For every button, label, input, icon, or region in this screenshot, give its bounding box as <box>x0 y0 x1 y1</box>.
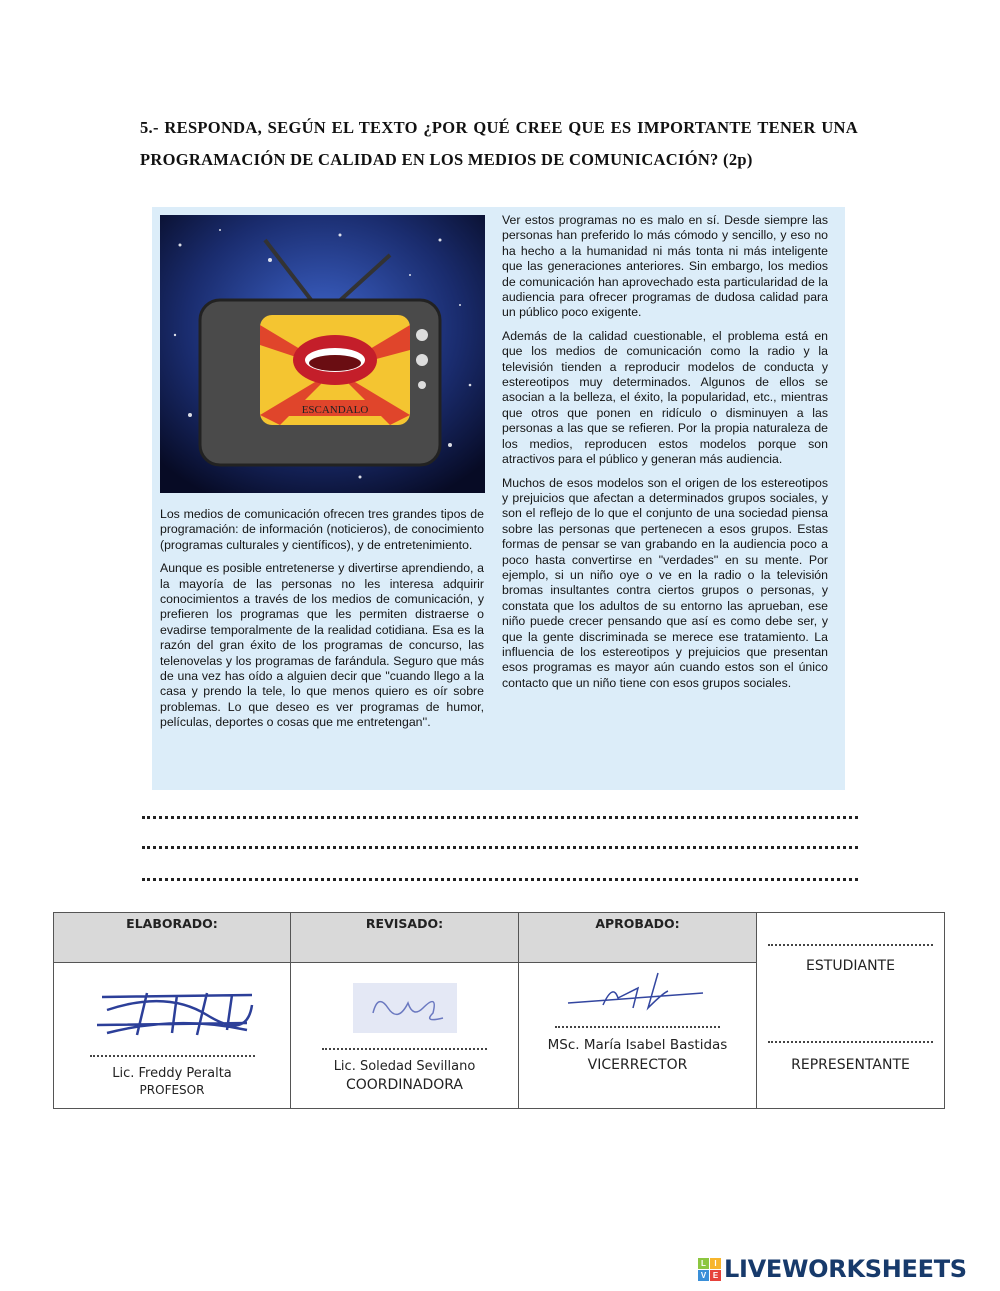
representative-label: REPRESENTANTE <box>791 1057 910 1073</box>
logo-letter: L <box>698 1258 709 1269</box>
representative-signature-line <box>768 1041 933 1043</box>
header-elaborado: ELABORADO: <box>54 913 291 963</box>
paragraph: Muchos de esos modelos son el origen de los estereotipos y prejuicios que afectan a determinados grupos sociales, y son el reflejo de lo que el conjunto de una sociedad piensa sobre las personas que pertenecen a esos grupos. Estas formas de pensar se van grabando en la audiencia poco a poco hasta convertirse en "verdades'' en su mente. Por ejemplo, si un niño oye o ve en la radio o la televisión bromas insultantes contra ciertos grupos o personas, y constata que los adultos de su entorno las aprueban, ese niño puede crecer pensando que así es como debe ser, y que la gente discriminada se merece ese tratamiento. La influencia de los estereotipos y prejuicios que presentan esos programas es mayor aún cuando estos son el único contacto que un niño tiene con esos grupos sociales. <box>502 475 828 690</box>
reading-left-column <box>160 507 484 739</box>
logo-letter: V <box>698 1270 709 1281</box>
student-signature-line <box>768 944 933 946</box>
answer-line-3[interactable] <box>142 868 858 881</box>
signature-image <box>87 985 257 1040</box>
student-label: ESTUDIANTE <box>806 958 895 974</box>
paragraph: Además de la calidad cuestionable, el problema está en que los medios de comunicación como la radio y la televisión tienden a reproducir modelos de conducta y estereotipos muy determinados. Algunos de ellos se asocian a la belleza, el éxito, la popularidad, etc., mientras que otros que ponen en ridículo o disminuyen a las personas a las que se refieren. Por la propia naturaleza de los medios, reproducen estos modelos porque son atractivos para el público y generan más audiencia. <box>502 328 828 467</box>
elaborado-cell <box>54 963 291 1109</box>
signature-line <box>322 1048 487 1050</box>
reading-passage <box>152 207 845 790</box>
signature-image <box>563 963 713 1011</box>
paragraph: Los medios de comunicación ofrecen tres grandes tipos de programación: de información (noticieros), de conocimiento (programas culturales y científicos), y de entretenimiento. <box>160 507 484 552</box>
student-signatures <box>757 913 945 1109</box>
signature-image <box>353 983 457 1033</box>
logo-letter: E <box>710 1270 721 1281</box>
question-text: 5.- RESPONDA, SEGÚN EL TEXTO ¿POR QUÉ CREE QUE ES IMPORTANTE TENER UNA PROGRAMACIÓN DE CALIDAD EN LOS MEDIOS DE COMUNICACIÓN? (2p) <box>140 118 858 169</box>
tv-screen-label: ESCANDALO <box>301 404 369 416</box>
aprobado-cell <box>519 963 757 1109</box>
revisado-name: Lic. Soledad Sevillano <box>333 1059 476 1074</box>
answer-line-1[interactable] <box>142 806 858 819</box>
header-revisado: REVISADO: <box>291 913 519 963</box>
revisado-cell <box>291 963 519 1109</box>
logo-text: LIVEWORKSHEETS <box>724 1255 967 1283</box>
signature-table <box>53 912 945 1109</box>
logo-letter: I <box>710 1258 721 1269</box>
elaborado-role: PROFESOR <box>139 1083 205 1097</box>
elaborado-name: Lic. Freddy Peralta <box>112 1066 232 1081</box>
signature-line <box>555 1026 720 1028</box>
revisado-role: COORDINADORA <box>345 1077 464 1093</box>
tv-illustration <box>160 215 485 493</box>
signature-line <box>90 1055 255 1057</box>
aprobado-name: MSc. María Isabel Bastidas <box>547 1037 728 1053</box>
live-logo-icon <box>698 1258 721 1281</box>
answer-line-2[interactable] <box>142 836 858 849</box>
aprobado-role: VICERRECTOR <box>587 1057 688 1073</box>
reading-right-column <box>502 213 828 699</box>
paragraph: Aunque es posible entretenerse y divertirse aprendiendo, a la mayoría de las personas no les interesa adquirir conocimientos a través de los medios de comunicación, y prefieren los programas que les permiten distraerse o evadirse temporalmente de la realidad cotidiana. Esa es la razón del gran éxito de los programas de concurso, las telenovelas y los programas de farándula. Seguro que más de una vez has oído a alguien decir que "cuando llego a la casa y prendo la tele, lo que menos quiero es oír sobre problemas. Lo que deseo es ver programas de humor, películas, deportes o cosas que me entretengan''. <box>160 561 484 730</box>
liveworksheets-logo <box>698 1255 967 1283</box>
paragraph: Ver estos programas no es malo en sí. Desde siempre las personas han preferido lo más cómodo y sencillo, y eso no ha hecho a la humanidad ni más tonta ni más inteligente que las generaciones anteriores. Sin embargo, los medios de comunicación han aprovechado esta particularidad de la audiencia para ofrecer programas de dudosa calidad para un público poco exigente. <box>502 213 828 320</box>
header-aprobado: APROBADO: <box>519 913 757 963</box>
